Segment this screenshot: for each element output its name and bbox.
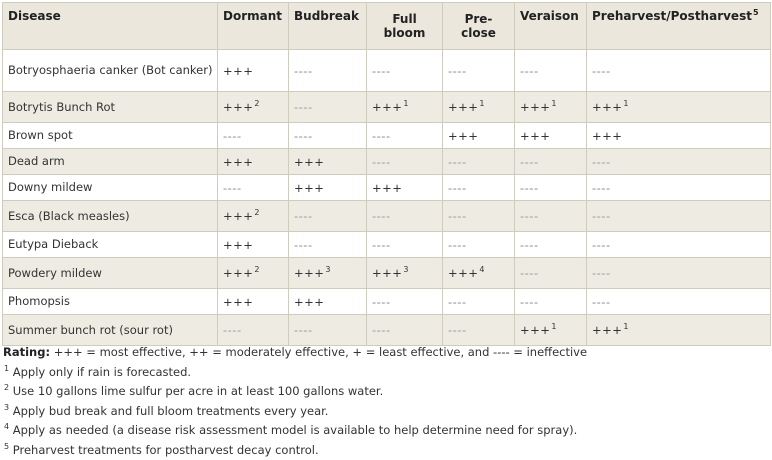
effectiveness-cell (218, 315, 289, 346)
column-header-label: Disease (8, 9, 61, 23)
footnote-text: Apply only if rain is forecasted. (13, 365, 191, 379)
effectiveness-cell (443, 149, 515, 175)
effectiveness-cell (443, 315, 515, 346)
effectiveness-cell (443, 50, 515, 92)
rating-value: ---- (294, 209, 313, 223)
footnote-item (3, 382, 769, 402)
column-header-label: close (461, 26, 496, 40)
table-row (3, 175, 771, 201)
footnote-marker: 2 (254, 265, 259, 274)
effectiveness-cell (515, 149, 587, 175)
rating-value: ---- (294, 129, 313, 143)
footnote-item (3, 441, 769, 460)
effectiveness-cell (443, 175, 515, 201)
table-body (3, 50, 771, 346)
footnote-marker: 3 (325, 265, 330, 274)
rating-value: +++ (223, 155, 253, 169)
rating-value: +++ (520, 100, 550, 114)
effectiveness-cell (587, 50, 771, 92)
effectiveness-cell (289, 149, 367, 175)
column-header-label: Full (392, 12, 416, 26)
rating-value: ---- (372, 295, 391, 309)
column-header-2 (289, 3, 367, 50)
footnote-number: 2 (4, 383, 9, 392)
footnote-text: Apply as needed (a disease risk assessment model is available to help determine need for spray). (13, 423, 578, 437)
effectiveness-cell (218, 201, 289, 232)
effectiveness-cell (515, 201, 587, 232)
effectiveness-cell (443, 92, 515, 123)
footnote-number: 5 (4, 442, 9, 451)
rating-value: +++ (448, 100, 478, 114)
rating-value: +++ (520, 323, 550, 337)
effectiveness-cell (367, 123, 443, 149)
effectiveness-cell (289, 258, 367, 289)
rating-value: +++ (223, 238, 253, 252)
footnote-marker: 2 (254, 99, 259, 108)
effectiveness-cell (587, 315, 771, 346)
effectiveness-cell (218, 175, 289, 201)
effectiveness-cell (443, 258, 515, 289)
column-header-0 (3, 3, 218, 50)
effectiveness-cell (587, 201, 771, 232)
footnote-marker: 2 (254, 208, 259, 217)
column-header-3 (367, 3, 443, 50)
footnote-marker: 5 (753, 8, 759, 17)
effectiveness-cell (289, 315, 367, 346)
footnote-number: 3 (4, 403, 9, 412)
effectiveness-cell (587, 232, 771, 258)
footnote-item (3, 363, 769, 383)
rating-value: +++ (294, 181, 324, 195)
rating-value: ---- (592, 181, 611, 195)
footnote-marker: 4 (479, 265, 484, 274)
rating-value: ---- (448, 295, 467, 309)
effectiveness-cell (515, 50, 587, 92)
rating-value: ---- (372, 238, 391, 252)
rating-value: +++ (448, 129, 478, 143)
footnote-marker: 1 (479, 99, 484, 108)
footnote-item (3, 421, 769, 441)
effectiveness-cell (367, 175, 443, 201)
rating-value: ---- (372, 155, 391, 169)
rating-value: ---- (520, 209, 539, 223)
rating-value: ---- (592, 155, 611, 169)
rating-value: +++ (223, 64, 253, 78)
column-header-6 (587, 3, 771, 50)
column-header-label: Dormant (223, 9, 282, 23)
effectiveness-cell (218, 50, 289, 92)
effectiveness-cell (587, 92, 771, 123)
rating-value: +++ (294, 295, 324, 309)
rating-value: ---- (520, 181, 539, 195)
rating-value: +++ (592, 129, 622, 143)
effectiveness-cell (367, 315, 443, 346)
disease-name: Summer bunch rot (sour rot) (3, 315, 218, 346)
effectiveness-cell (367, 289, 443, 315)
effectiveness-cell (443, 123, 515, 149)
disease-name: Eutypa Dieback (3, 232, 218, 258)
rating-value: ---- (448, 323, 467, 337)
rating-value: ---- (294, 64, 313, 78)
rating-value: ---- (448, 209, 467, 223)
footnote-marker: 1 (623, 99, 628, 108)
column-header-label: Veraison (520, 9, 579, 23)
table-row (3, 149, 771, 175)
effectiveness-cell (289, 92, 367, 123)
effectiveness-cell (289, 289, 367, 315)
column-header-1 (218, 3, 289, 50)
rating-text: +++ = most effective, ++ = moderately effective, + = least effective, and ---- = ineffective (54, 345, 587, 359)
rating-value: ---- (448, 155, 467, 169)
rating-value: ---- (448, 238, 467, 252)
effectiveness-cell (218, 123, 289, 149)
rating-value: ---- (592, 238, 611, 252)
table-row (3, 201, 771, 232)
rating-value: ---- (372, 129, 391, 143)
footnotes (3, 343, 769, 460)
fungicide-effectiveness-table (2, 2, 771, 346)
disease-name: Botrytis Bunch Rot (3, 92, 218, 123)
footnote-marker: 1 (623, 322, 628, 331)
rating-value: +++ (448, 266, 478, 280)
rating-value: ---- (372, 323, 391, 337)
rating-value: ---- (592, 266, 611, 280)
rating-value: +++ (294, 155, 324, 169)
effectiveness-cell (367, 232, 443, 258)
footnote-marker: 1 (403, 99, 408, 108)
rating-value: +++ (223, 266, 253, 280)
effectiveness-cell (515, 92, 587, 123)
rating-value: ---- (592, 64, 611, 78)
effectiveness-cell (289, 123, 367, 149)
rating-value: ---- (520, 238, 539, 252)
rating-value: ---- (592, 295, 611, 309)
rating-value: +++ (223, 295, 253, 309)
effectiveness-cell (587, 258, 771, 289)
effectiveness-cell (443, 289, 515, 315)
table-row (3, 258, 771, 289)
column-header-label: Budbreak (294, 9, 359, 23)
column-header-label: Preharvest/Postharvest (592, 9, 752, 23)
rating-value: +++ (372, 266, 402, 280)
effectiveness-cell (515, 175, 587, 201)
disease-name: Esca (Black measles) (3, 201, 218, 232)
footnote-text: Preharvest treatments for postharvest decay control. (13, 443, 319, 457)
rating-value: ---- (223, 129, 242, 143)
disease-name: Phomopsis (3, 289, 218, 315)
header-row (3, 3, 771, 50)
rating-value: ---- (223, 181, 242, 195)
effectiveness-cell (289, 201, 367, 232)
rating-value: +++ (223, 209, 253, 223)
rating-value: +++ (372, 181, 402, 195)
rating-value: ---- (520, 64, 539, 78)
table-row (3, 123, 771, 149)
effectiveness-cell (587, 149, 771, 175)
effectiveness-cell (515, 258, 587, 289)
column-header-label: Pre- (465, 12, 493, 26)
effectiveness-cell (443, 201, 515, 232)
rating-value: +++ (592, 323, 622, 337)
table-header (3, 3, 771, 50)
rating-value: ---- (294, 100, 313, 114)
effectiveness-cell (367, 92, 443, 123)
disease-name: Botryosphaeria canker (Bot canker) (3, 50, 218, 92)
effectiveness-cell (218, 92, 289, 123)
effectiveness-cell (587, 289, 771, 315)
rating-value: ---- (520, 295, 539, 309)
effectiveness-cell (289, 175, 367, 201)
footnote-text: Use 10 gallons lime sulfur per acre in at least 100 gallons water. (13, 384, 384, 398)
footnote-number: 4 (4, 422, 9, 431)
footnote-marker: 1 (551, 99, 556, 108)
effectiveness-cell (218, 232, 289, 258)
effectiveness-cell (515, 289, 587, 315)
effectiveness-cell (515, 315, 587, 346)
disease-name: Brown spot (3, 123, 218, 149)
rating-value: +++ (520, 129, 550, 143)
rating-value: +++ (372, 100, 402, 114)
rating-value: ---- (520, 155, 539, 169)
footnote-text: Apply bud break and full bloom treatments every year. (13, 404, 329, 418)
effectiveness-cell (587, 123, 771, 149)
effectiveness-cell (289, 232, 367, 258)
rating-value: +++ (294, 266, 324, 280)
rating-value: ---- (294, 238, 313, 252)
rating-value: ---- (223, 323, 242, 337)
column-header-5 (515, 3, 587, 50)
effectiveness-cell (367, 258, 443, 289)
rating-legend (3, 343, 769, 363)
rating-value: ---- (448, 181, 467, 195)
table-row (3, 50, 771, 92)
effectiveness-cell (289, 50, 367, 92)
effectiveness-cell (218, 258, 289, 289)
footnote-marker: 3 (403, 265, 408, 274)
effectiveness-cell (367, 201, 443, 232)
column-header-4 (443, 3, 515, 50)
rating-value: ---- (372, 64, 391, 78)
rating-value: ---- (520, 266, 539, 280)
effectiveness-cell (515, 123, 587, 149)
rating-value: +++ (592, 100, 622, 114)
effectiveness-cell (515, 232, 587, 258)
effectiveness-cell (587, 175, 771, 201)
table-row (3, 289, 771, 315)
effectiveness-cell (218, 289, 289, 315)
column-header-label: bloom (384, 26, 426, 40)
effectiveness-cell (367, 50, 443, 92)
disease-name: Powdery mildew (3, 258, 218, 289)
effectiveness-cell (367, 149, 443, 175)
footnote-marker: 1 (551, 322, 556, 331)
rating-value: ---- (294, 323, 313, 337)
rating-value: ---- (592, 209, 611, 223)
table-row (3, 232, 771, 258)
footnote-item (3, 402, 769, 422)
rating-value: +++ (223, 100, 253, 114)
rating-value: ---- (448, 64, 467, 78)
rating-label: Rating: (3, 345, 50, 359)
footnote-number: 1 (4, 364, 9, 373)
disease-name: Downy mildew (3, 175, 218, 201)
table-row (3, 92, 771, 123)
rating-value: ---- (372, 209, 391, 223)
effectiveness-cell (218, 149, 289, 175)
footnote-list (3, 363, 769, 460)
disease-name: Dead arm (3, 149, 218, 175)
table-row (3, 315, 771, 346)
effectiveness-cell (443, 232, 515, 258)
